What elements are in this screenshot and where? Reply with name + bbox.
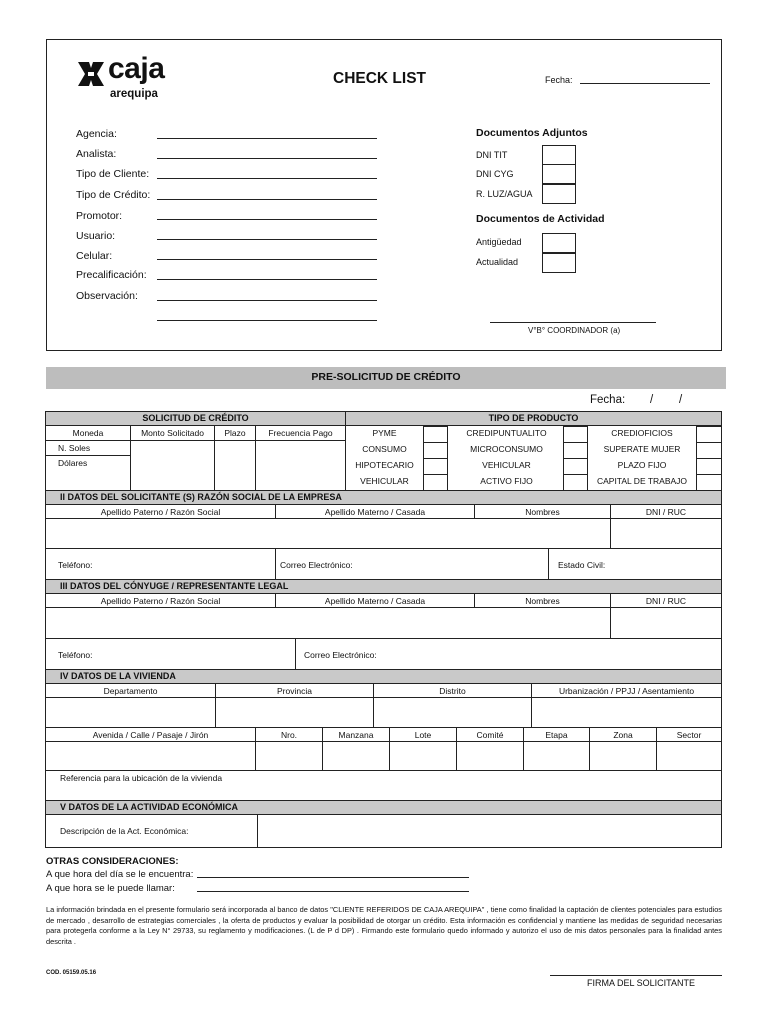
moneda-soles[interactable]: N. Soles [45, 440, 131, 456]
sec4-col-departamento: Departamento [45, 683, 216, 698]
field-precalificacion-line[interactable] [157, 279, 377, 280]
doc-luz-agua-checkbox[interactable] [542, 184, 576, 204]
sec3-telefono-label: Teléfono: [58, 650, 93, 660]
checklist-fecha-line[interactable] [580, 83, 710, 84]
doc-antiguedad-checkbox[interactable] [542, 233, 576, 253]
sec2-title: II DATOS DEL SOLICITANTE (S) RAZÓN SOCIAL DE LA EMPRESA [60, 492, 342, 502]
logo-sub: arequipa [110, 88, 158, 100]
logo-brand: caja [108, 52, 165, 85]
col-frecuencia: Frecuencia Pago [255, 425, 346, 441]
prod-consumo-check[interactable] [423, 442, 448, 459]
sec4-nro-input[interactable] [255, 741, 323, 771]
field-tipo-cliente-line[interactable] [157, 178, 377, 179]
plazo-input[interactable] [214, 440, 256, 492]
sec3-col-ap-materno: Apellido Materno / Casada [275, 593, 475, 608]
field-agencia-line[interactable] [157, 138, 377, 139]
sec4-provincia-input[interactable] [215, 697, 374, 728]
sec2-estado-civil-field[interactable] [548, 548, 722, 580]
sec2-col-ap-paterno: Apellido Paterno / Razón Social [45, 504, 276, 519]
otras-q2-line[interactable] [197, 891, 469, 892]
sec2-names-input[interactable] [45, 518, 611, 549]
field-promotor-label: Promotor: [76, 210, 123, 222]
checklist-fecha-label: Fecha: [545, 75, 573, 85]
solicitud-header [45, 411, 346, 426]
prod-hipotecario-check[interactable] [423, 458, 448, 475]
sec4-col-etapa: Etapa [523, 727, 590, 742]
tipo-producto-header-text: TIPO DE PRODUCTO [488, 413, 579, 423]
prod-vehicular-1-check[interactable] [423, 474, 448, 491]
firma-label: FIRMA DEL SOLICITANTE [587, 978, 696, 988]
checklist-title: CHECK LIST [333, 70, 426, 87]
monto-input[interactable] [130, 440, 215, 492]
sec4-col-provincia: Provincia [215, 683, 374, 698]
doc-antiguedad-label: Antigüedad [476, 237, 522, 247]
sec4-urbanizacion-input[interactable] [531, 697, 722, 728]
field-celular-label: Celular: [76, 250, 113, 262]
sec4-col-urbanizacion: Urbanización / PPJJ / Asentamiento [531, 683, 722, 698]
col-moneda: Moneda [45, 425, 131, 441]
prod-pyme: PYME [372, 428, 397, 438]
sec4-title: IV DATOS DE LA VIVIENDA [60, 671, 176, 681]
sec4-col-manzana: Manzana [322, 727, 390, 742]
field-observacion-line-2[interactable] [157, 320, 377, 321]
vobo-label: V°B° COORDINADOR (a) [528, 326, 621, 335]
sec4-avenida-input[interactable] [45, 741, 256, 771]
prod-microconsumo: MICROCONSUMO [470, 444, 543, 454]
tipo-producto-header [345, 411, 722, 426]
field-analista-line[interactable] [157, 158, 377, 159]
field-usuario-line[interactable] [157, 239, 377, 240]
field-tipo-credito-label: Tipo de Crédito: [76, 189, 151, 201]
sec3-header [45, 579, 722, 594]
field-usuario-label: Usuario: [76, 230, 116, 242]
sec3-correo-field[interactable] [295, 638, 722, 670]
prod-credipuntualito-check[interactable] [563, 426, 588, 443]
prod-activo-fijo: ACTIVO FIJO [480, 476, 533, 486]
sec4-referencia-label: Referencia para la ubicación de la vivienda [60, 773, 223, 783]
doc-dni-cyg-checkbox[interactable] [542, 164, 576, 184]
field-precalificacion-label: Precalificación: [76, 269, 147, 281]
prod-microconsumo-check[interactable] [563, 442, 588, 459]
prod-plazo-fijo: PLAZO FIJO [617, 460, 667, 470]
field-analista-label: Analista: [76, 148, 117, 160]
sec4-comite-input[interactable] [456, 741, 524, 771]
docs-adjuntos-title: Documentos Adjuntos [476, 127, 588, 139]
prod-consumo: CONSUMO [362, 444, 407, 454]
sec4-col-nro: Nro. [255, 727, 323, 742]
sec2-telefono-label: Teléfono: [58, 560, 93, 570]
doc-dni-tit-checkbox[interactable] [542, 145, 576, 165]
sec4-col-avenida: Avenida / Calle / Pasaje / Jirón [45, 727, 256, 742]
field-observacion-label: Observación: [76, 290, 138, 302]
sec4-col-sector: Sector [656, 727, 722, 742]
col-monto: Monto Solicitado [130, 425, 215, 441]
prod-credipuntualito: CREDIPUNTUALITO [466, 428, 547, 438]
presol-fecha-sep1: / [650, 394, 654, 406]
sec4-col-distrito: Distrito [373, 683, 532, 698]
prod-superate-mujer-check[interactable] [696, 442, 722, 459]
field-tipo-cliente-label: Tipo de Cliente: [76, 168, 150, 180]
presol-fecha-label: Fecha: [590, 394, 626, 406]
prod-hipotecario: HIPOTECARIO [355, 460, 414, 470]
field-agencia-label: Agencia: [76, 128, 117, 140]
field-observacion-line[interactable] [157, 300, 377, 301]
sec5-header [45, 800, 722, 815]
firma-line[interactable] [550, 975, 722, 976]
sec2-correo-field[interactable] [275, 548, 549, 580]
field-celular-line[interactable] [157, 259, 377, 260]
doc-luz-agua-label: R. LUZ/AGUA [476, 189, 533, 199]
caja-logo-icon [76, 60, 106, 88]
prod-capital-trabajo-check[interactable] [696, 474, 722, 491]
solicitud-header-text: SOLICITUD DE CRÉDITO [142, 413, 249, 423]
form-code: COD. 05159.05.16 [46, 970, 97, 976]
sec4-departamento-input[interactable] [45, 697, 216, 728]
sec2-telefono-field[interactable] [45, 548, 276, 580]
prod-vehicular-2: VEHICULAR [482, 460, 531, 470]
prod-pyme-check[interactable] [423, 426, 448, 443]
sec4-col-comite: Comité [456, 727, 524, 742]
sec2-estado-civil-label: Estado Civil: [558, 560, 606, 570]
sec3-col-dni: DNI / RUC [610, 593, 722, 608]
docs-actividad-title: Documentos de Actividad [476, 213, 605, 225]
sec3-dni-input[interactable] [610, 607, 722, 639]
prod-activo-fijo-check[interactable] [563, 474, 588, 491]
prod-vehicular-2-check[interactable] [563, 458, 588, 475]
sec2-col-dni: DNI / RUC [610, 504, 722, 519]
otras-q1-line[interactable] [197, 877, 469, 878]
vobo-signature-line[interactable] [490, 322, 656, 323]
sec4-sector-input[interactable] [656, 741, 722, 771]
presol-fecha-sep2: / [679, 394, 683, 406]
sec3-correo-label: Correo Electrónico: [304, 650, 377, 660]
sec3-names-input[interactable] [45, 607, 611, 639]
sec5-title: V DATOS DE LA ACTIVIDAD ECONÓMICA [60, 802, 239, 812]
otras-q1-label: A que hora del día se le encuentra: [46, 869, 194, 880]
prod-credioficios-check[interactable] [696, 426, 722, 443]
doc-actualidad-label: Actualidad [476, 257, 519, 267]
sec4-header [45, 669, 722, 684]
doc-dni-cyg-label: DNI CYG [476, 169, 514, 179]
sec5-descripcion-label-cell [45, 814, 258, 848]
prod-plazo-fijo-check[interactable] [696, 458, 722, 475]
sec4-lote-input[interactable] [389, 741, 457, 771]
sec4-referencia-field[interactable] [45, 770, 722, 801]
field-promotor-line[interactable] [157, 219, 377, 220]
sec2-dni-input[interactable] [610, 518, 722, 549]
sec3-title: III DATOS DEL CÓNYUGE / REPRESENTANTE LEGAL [60, 581, 289, 591]
sec2-col-nombres: Nombres [474, 504, 611, 519]
legal-disclaimer: La información brindada en el presente formulario será incorporada al banco de datos "CLIENTE REFERIDOS DE CAJA AREQUIPA" , tiene como finalidad la captación de clientes potenciales para estudios de mercado , desarrollo de estrategias comerciales , la oferta de productos y evaluar la posibilidad de otorgar un crédito. Esta información es confidencial y mantiene las medidas de seguridad necesarias para protegerla conforme a la Ley N° 29733, su reglamento y modificaciones. (L de P d DP) . Firmando este formulario quedo informado y autorizo el uso de mis datos personales para la finalidad antes descrita . [46, 905, 722, 946]
caja-logo [76, 52, 196, 104]
sec2-header [45, 490, 722, 505]
moneda-dolares[interactable]: Dólares [45, 455, 131, 492]
sec4-col-lote: Lote [389, 727, 457, 742]
prod-superate-mujer: SUPERATE MUJER [603, 444, 681, 454]
field-tipo-credito-line[interactable] [157, 199, 377, 200]
sec3-col-nombres: Nombres [474, 593, 611, 608]
otras-q2-label: A que hora se le puede llamar: [46, 883, 175, 894]
doc-dni-tit-label: DNI TIT [476, 150, 508, 160]
presol-title-bar [46, 367, 726, 389]
sec3-telefono-field[interactable] [45, 638, 296, 670]
sec4-col-zona: Zona [589, 727, 657, 742]
prod-credioficios: CREDIOFICIOS [611, 428, 673, 438]
sec2-correo-label: Correo Electrónico: [280, 560, 353, 570]
sec4-manzana-input[interactable] [322, 741, 390, 771]
sec2-col-ap-materno: Apellido Materno / Casada [275, 504, 475, 519]
presol-title: PRE-SOLICITUD DE CRÉDITO [311, 371, 461, 383]
frecuencia-input[interactable] [255, 440, 346, 492]
sec4-etapa-input[interactable] [523, 741, 590, 771]
otras-title: OTRAS CONSIDERACIONES: [46, 856, 179, 867]
prod-capital-trabajo: CAPITAL DE TRABAJO [596, 476, 688, 486]
sec3-col-ap-paterno: Apellido Paterno / Razón Social [45, 593, 276, 608]
doc-actualidad-checkbox[interactable] [542, 253, 576, 273]
prod-vehicular-1: VEHICULAR [360, 476, 409, 486]
col-plazo: Plazo [214, 425, 256, 441]
sec4-distrito-input[interactable] [373, 697, 532, 728]
sec5-descripcion-input[interactable] [257, 814, 722, 848]
sec4-zona-input[interactable] [589, 741, 657, 771]
sec5-descripcion-label: Descripción de la Act. Económica: [60, 826, 189, 836]
